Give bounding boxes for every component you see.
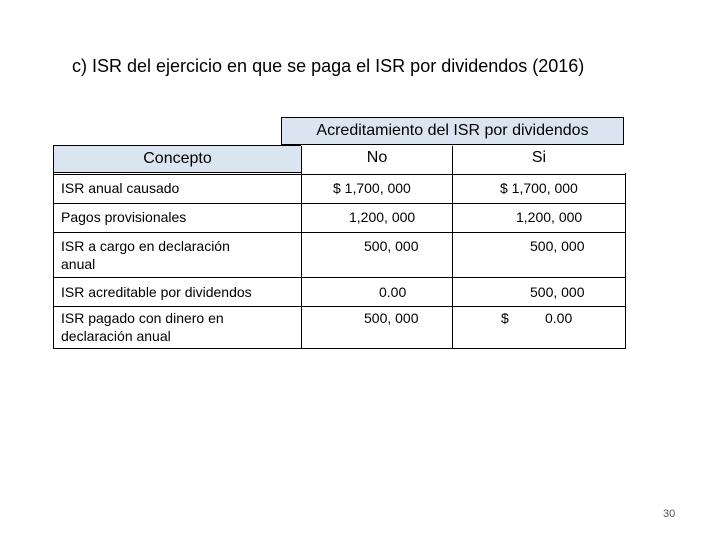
- page-number: 30: [663, 508, 676, 520]
- column-header-no: No: [301, 145, 453, 173]
- column-header-si: Si: [452, 145, 626, 173]
- value-no: 1,200, 000: [349, 209, 416, 225]
- value-si: $ 1,700, 000: [500, 180, 578, 196]
- value-si: 0.00: [545, 310, 573, 326]
- row-divider: [54, 232, 625, 233]
- value-no: 500, 000: [364, 310, 419, 326]
- row-divider: [54, 277, 625, 278]
- row-label: ISR pagado con dinero en declaración anual: [61, 310, 224, 344]
- row-label: ISR anual causado: [61, 180, 180, 196]
- value-no: 500, 000: [364, 238, 419, 254]
- slide-title: c) ISR del ejercicio en que se paga el ISR por dividendos (2016): [72, 56, 585, 76]
- row-label: ISR acreditable por dividendos: [61, 284, 252, 300]
- row-label: Pagos provisionales: [61, 209, 187, 225]
- row-label: ISR a cargo en declaración anual: [61, 238, 230, 272]
- value-no: 0.00: [379, 284, 407, 300]
- currency-symbol: $: [501, 310, 509, 326]
- column-divider: [301, 146, 302, 348]
- value-si: 500, 000: [530, 284, 585, 300]
- group-header: Acreditamiento del ISR por dividendos: [281, 117, 624, 145]
- column-header-concepto: Concepto: [53, 145, 302, 173]
- row-divider: [54, 203, 625, 204]
- column-divider: [452, 146, 453, 348]
- value-si: 500, 000: [530, 238, 585, 254]
- row-divider: [54, 306, 625, 307]
- value-si: 1,200, 000: [516, 209, 583, 225]
- value-no: $ 1,700, 000: [333, 180, 411, 196]
- header-divider: [54, 174, 625, 175]
- dividend-table: [53, 145, 626, 349]
